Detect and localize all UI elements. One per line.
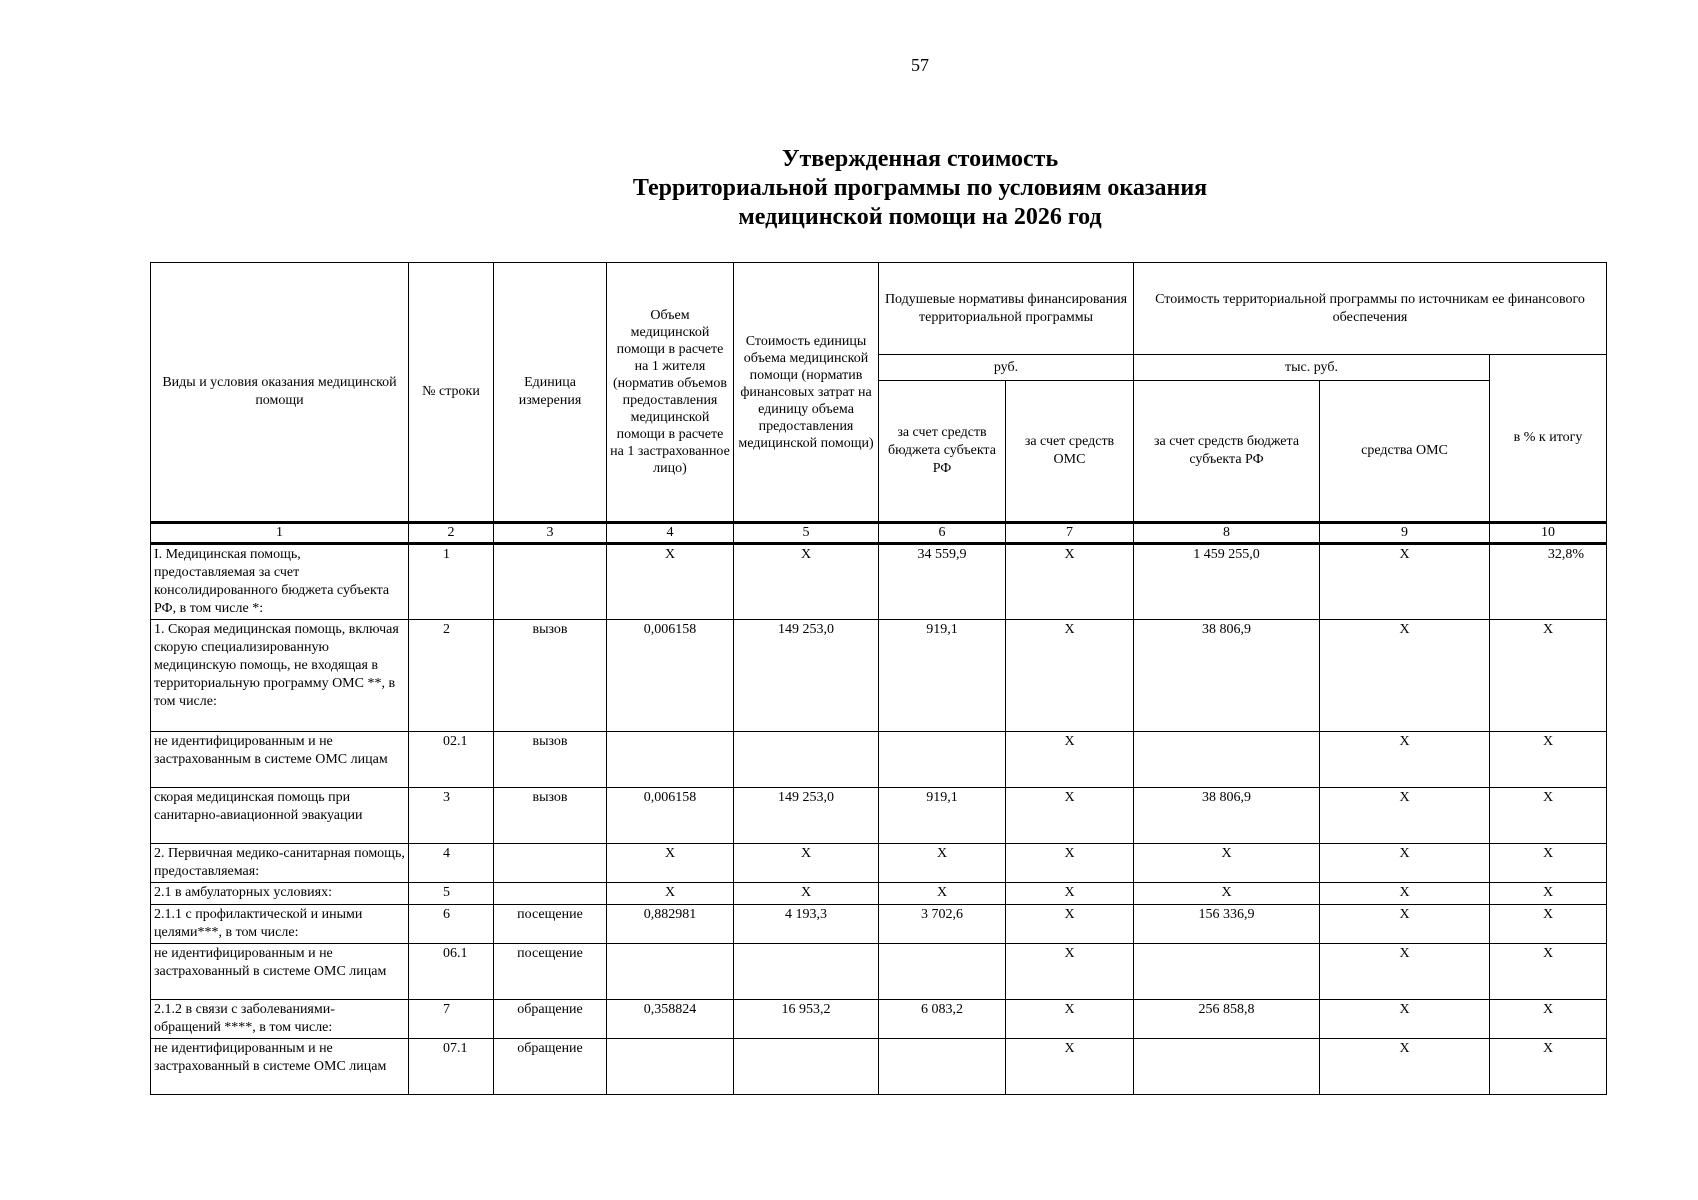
row-norm-oms: Х [1006,1039,1134,1095]
row-norm-oms: Х [1006,544,1134,620]
column-number: 8 [1134,523,1320,544]
table-row [151,732,1607,788]
row-unit [494,844,607,883]
row-unit-cost [734,1039,879,1095]
row-name: 2.1.2 в связи с заболеваниями- обращений ****, в том числе: [151,1000,409,1039]
row-unit: посещение [494,944,607,1000]
header-total-budget: за счет средств бюджета субъекта РФ [1134,381,1320,523]
row-volume: 0,358824 [607,1000,734,1039]
row-name: 1. Скорая медицинская помощь, включая скорую специализированную медицинскую помощь, не входящая в территориальную программу ОМС **, в том числе: [151,620,409,732]
row-unit-cost: 149 253,0 [734,620,879,732]
row-percent: Х [1490,883,1607,905]
row-line-number: 07.1 [409,1039,494,1095]
row-total-budget: Х [1134,883,1320,905]
header-unit-cost: Стоимость единицы объема медицинской помощи (норматив финансовых затрат на единицу объема предоставления медицинской помощи) [734,263,879,523]
row-name: не идентифицированным и не застрахованный в системе ОМС лицам [151,1039,409,1095]
row-total-budget: 256 858,8 [1134,1000,1320,1039]
row-volume: Х [607,844,734,883]
row-norm-oms: Х [1006,844,1134,883]
column-number: 2 [409,523,494,544]
column-number: 7 [1006,523,1134,544]
row-unit-cost: Х [734,883,879,905]
row-norm-oms: Х [1006,620,1134,732]
header-unit-thousand-rub: тыс. руб. [1134,355,1490,381]
row-total-oms: Х [1320,905,1490,944]
row-line-number: 7 [409,1000,494,1039]
header-percent: в % к итогу [1490,355,1607,523]
cost-table [150,262,1607,1095]
document-title [0,145,1698,232]
row-total-oms: Х [1320,1000,1490,1039]
row-volume: Х [607,544,734,620]
page-number: 57 [911,55,929,75]
row-unit: вызов [494,732,607,788]
row-total-oms: Х [1320,620,1490,732]
row-total-budget: 1 459 255,0 [1134,544,1320,620]
row-total-oms: Х [1320,544,1490,620]
row-volume: 0,882981 [607,905,734,944]
row-norm-budget [879,944,1006,1000]
column-number: 6 [879,523,1006,544]
row-unit [494,883,607,905]
column-number: 9 [1320,523,1490,544]
row-total-oms: Х [1320,944,1490,1000]
row-percent: Х [1490,944,1607,1000]
row-name: I. Медицинская помощь, предоставляемая за счет консолидированного бюджета субъекта РФ, в том числе *: [151,544,409,620]
row-volume [607,732,734,788]
row-norm-oms: Х [1006,944,1134,1000]
row-norm-budget: Х [879,844,1006,883]
column-number: 1 [151,523,409,544]
row-unit: посещение [494,905,607,944]
row-total-oms: Х [1320,788,1490,844]
header-kinds: Виды и условия оказания медицинской помощи [151,263,409,523]
header-volume: Объем медицинской помощи в расчете на 1 жителя (норматив объемов предоставления медицинской помощи в расчете на 1 застрахованное лицо) [607,263,734,523]
row-unit-cost: 149 253,0 [734,788,879,844]
row-norm-budget: 34 559,9 [879,544,1006,620]
row-name: 2.1.1 с профилактической и иными целями***, в том числе: [151,905,409,944]
row-total-budget [1134,732,1320,788]
row-total-budget: 38 806,9 [1134,620,1320,732]
header-norm-oms: за счет средств ОМС [1006,381,1134,523]
title-line-1: Утвержденная стоимость [781,146,1059,172]
row-unit: обращение [494,1039,607,1095]
title-line-3: медицинской помощи на 2026 год [738,204,1102,230]
row-line-number: 4 [409,844,494,883]
row-name: 2. Первичная медико-санитарная помощь, предоставляемая: [151,844,409,883]
row-total-oms: Х [1320,844,1490,883]
row-total-oms: Х [1320,732,1490,788]
column-numbers-row [151,523,1607,544]
table-row [151,1039,1607,1095]
row-total-budget [1134,1039,1320,1095]
row-norm-budget: 919,1 [879,788,1006,844]
row-line-number: 6 [409,905,494,944]
row-unit-cost: Х [734,544,879,620]
row-unit-cost: Х [734,844,879,883]
row-volume [607,1039,734,1095]
header-program-cost: Стоимость территориальной программы по источникам ее финансового обеспечения [1134,263,1607,355]
row-percent: Х [1490,620,1607,732]
column-number: 4 [607,523,734,544]
row-norm-oms: Х [1006,883,1134,905]
row-norm-budget [879,1039,1006,1095]
row-percent: 32,8% [1490,544,1607,620]
row-percent: Х [1490,732,1607,788]
row-volume [607,944,734,1000]
header-line-number: № строки [409,263,494,523]
row-line-number: 1 [409,544,494,620]
row-unit [494,544,607,620]
row-norm-budget [879,732,1006,788]
row-line-number: 06.1 [409,944,494,1000]
row-norm-budget: Х [879,883,1006,905]
row-line-number: 2 [409,620,494,732]
row-norm-oms: Х [1006,905,1134,944]
row-norm-budget: 6 083,2 [879,1000,1006,1039]
header-per-capita-normatives: Подушевые нормативы финансирования территориальной программы [879,263,1134,355]
table-row [151,883,1607,905]
table-row [151,544,1607,620]
row-name: не идентифицированным и не застрахованный в системе ОМС лицам [151,944,409,1000]
row-percent: Х [1490,1000,1607,1039]
header-unit-rub: руб. [879,355,1134,381]
row-total-oms: Х [1320,883,1490,905]
row-unit-cost: 16 953,2 [734,1000,879,1039]
column-number: 3 [494,523,607,544]
header-total-oms: средства ОМС [1320,381,1490,523]
table-row [151,905,1607,944]
row-total-budget: Х [1134,844,1320,883]
row-line-number: 02.1 [409,732,494,788]
row-total-budget [1134,944,1320,1000]
table-row [151,944,1607,1000]
row-norm-oms: Х [1006,1000,1134,1039]
column-number: 10 [1490,523,1607,544]
row-unit-cost: 4 193,3 [734,905,879,944]
row-total-oms: Х [1320,1039,1490,1095]
header-unit: Единица измерения [494,263,607,523]
row-line-number: 3 [409,788,494,844]
row-norm-oms: Х [1006,788,1134,844]
title-line-2: Территориальной программы по условиям оказания [632,175,1208,201]
row-total-budget: 38 806,9 [1134,788,1320,844]
row-name: не идентифицированным и не застрахованным в системе ОМС лицам [151,732,409,788]
row-percent: Х [1490,844,1607,883]
row-unit-cost [734,944,879,1000]
row-norm-budget: 3 702,6 [879,905,1006,944]
table-row [151,620,1607,732]
row-line-number: 5 [409,883,494,905]
row-total-budget: 156 336,9 [1134,905,1320,944]
table-row [151,1000,1607,1039]
table-body [151,544,1607,1095]
row-norm-budget: 919,1 [879,620,1006,732]
row-volume: 0,006158 [607,788,734,844]
table-row [151,844,1607,883]
row-unit: вызов [494,788,607,844]
column-number: 5 [734,523,879,544]
row-norm-oms: Х [1006,732,1134,788]
row-volume: 0,006158 [607,620,734,732]
row-unit: обращение [494,1000,607,1039]
row-volume: Х [607,883,734,905]
row-unit: вызов [494,620,607,732]
row-percent: Х [1490,905,1607,944]
table-row [151,788,1607,844]
row-name: 2.1 в амбулаторных условиях: [151,883,409,905]
row-unit-cost [734,732,879,788]
row-percent: Х [1490,788,1607,844]
row-name: скорая медицинская помощь при санитарно-авиационной эвакуации [151,788,409,844]
header-norm-budget: за счет средств бюджета субъекта РФ [879,381,1006,523]
row-percent: Х [1490,1039,1607,1095]
